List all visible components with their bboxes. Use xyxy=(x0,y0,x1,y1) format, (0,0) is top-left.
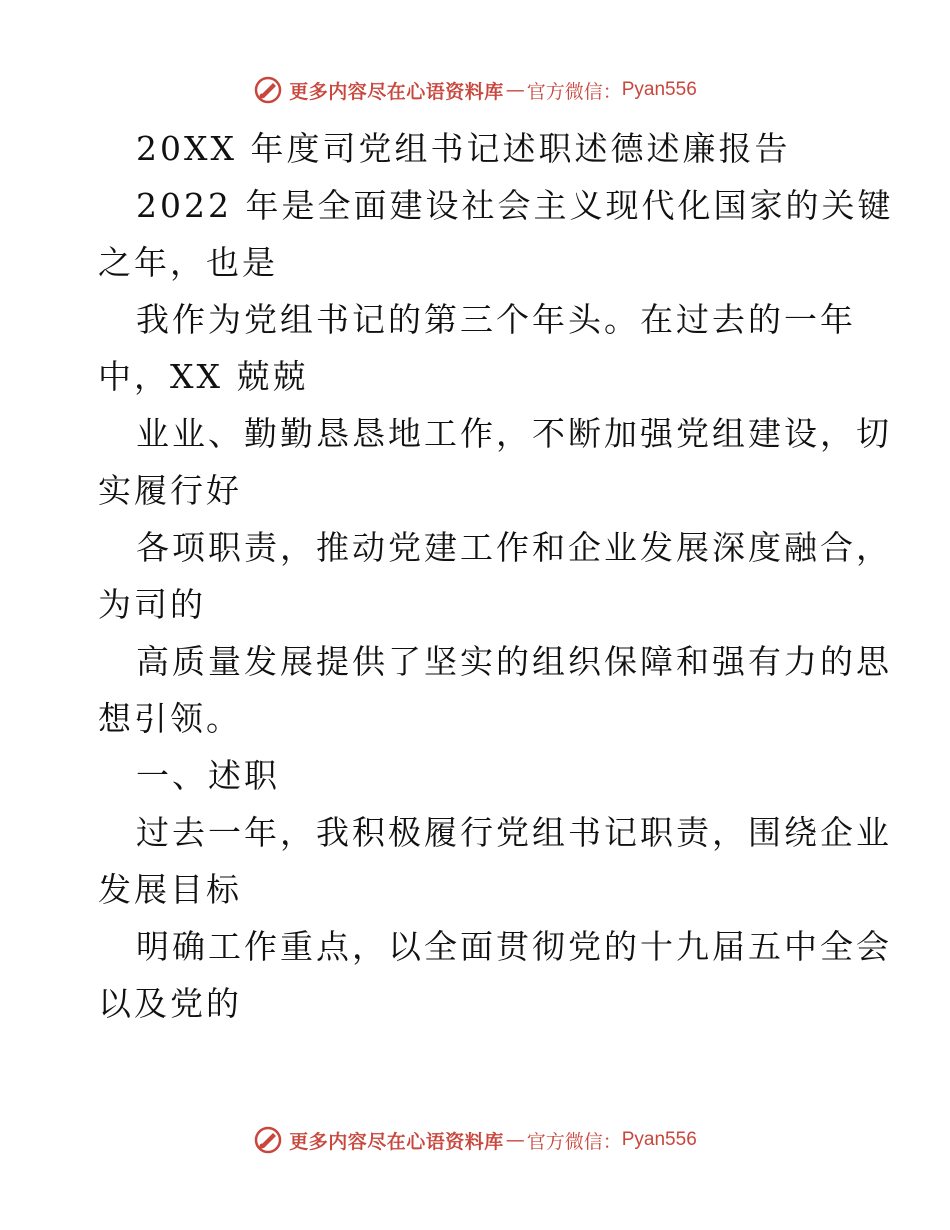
header-banner xyxy=(0,70,950,110)
footer-banner-separator: — xyxy=(505,1129,525,1151)
paragraph-line: 实履行好 xyxy=(98,471,242,510)
paragraph-line: 为司的 xyxy=(98,585,206,624)
section-heading: 一、述职 xyxy=(136,756,280,795)
header-banner-separator: — xyxy=(505,79,525,101)
paragraph-line: 我作为党组书记的第三个年头。在过去的一年 xyxy=(136,300,856,339)
document-title: 20XX 年度司党组书记述职述德述廉报告 xyxy=(136,129,791,168)
document-body xyxy=(98,120,894,1032)
paragraph-line: 过去一年，我积极履行党组书记职责，围绕企业 xyxy=(136,813,892,852)
brush-logo-icon xyxy=(253,1125,283,1155)
header-banner-text: 更多内容尽在心语资料库 xyxy=(289,80,504,103)
paragraph-line: 各项职责，推动党建工作和企业发展深度融合， xyxy=(136,528,892,567)
footer-banner xyxy=(0,1120,950,1160)
footer-banner-text: 更多内容尽在心语资料库 xyxy=(289,1130,504,1153)
paragraph-line: 以及党的 xyxy=(98,984,242,1023)
paragraph-line: 中，XX 兢兢 xyxy=(98,357,309,396)
header-wechat-label: 官方微信： xyxy=(526,80,622,103)
paragraph-line: 明确工作重点，以全面贯彻党的十九届五中全会 xyxy=(136,927,892,966)
paragraph-line: 之年，也是 xyxy=(98,243,278,282)
header-wechat-id: Pyan556 xyxy=(621,79,697,100)
paragraph-line: 想引领。 xyxy=(98,699,242,738)
footer-wechat-label: 官方微信： xyxy=(526,1130,622,1153)
paragraph-line: 2022 年是全面建设社会主义现代化国家的关键 xyxy=(136,186,894,225)
brush-logo-icon xyxy=(253,75,283,105)
footer-wechat-id: Pyan556 xyxy=(621,1129,697,1150)
paragraph-line: 发展目标 xyxy=(98,870,242,909)
paragraph-line: 业业、勤勤恳恳地工作，不断加强党组建设，切 xyxy=(136,414,892,453)
paragraph-line: 高质量发展提供了坚实的组织保障和强有力的思 xyxy=(136,642,892,681)
